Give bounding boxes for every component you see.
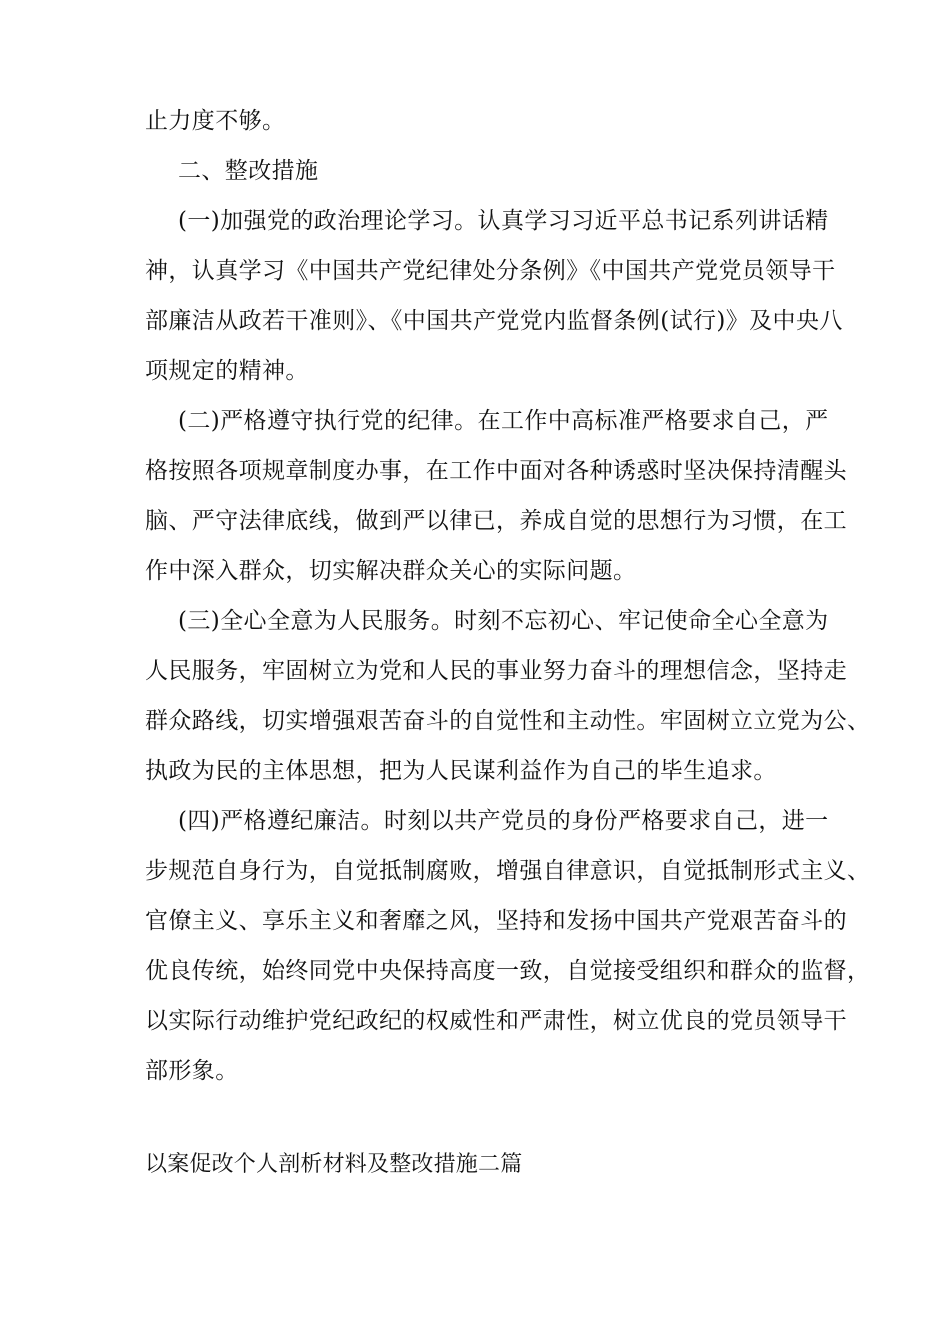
- paragraph-line: 脑、严守法律底线，做到严以律已，养成自觉的思想行为习惯，在工: [145, 508, 847, 534]
- paragraph-line: 步规范自身行为，自觉抵制腐败，增强自律意识，自觉抵制形式主义、: [145, 858, 871, 884]
- paragraph-line: (三)全心全意为人民服务。时刻不忘初心、牢记使命全心全意为: [178, 608, 829, 634]
- paragraph-line: 格按照各项规章制度办事，在工作中面对各种诱惑时坚决保持清醒头: [145, 458, 847, 484]
- paragraph-line: 项规定的精神。: [145, 358, 309, 384]
- paragraph-line: 以实际行动维护党纪政纪的权威性和严肃性，树立优良的党员领导干: [145, 1008, 847, 1034]
- next-document-title: 以案促改个人剖析材料及整改措施二篇: [145, 1152, 523, 1177]
- paragraph-line: 部廉洁从政若干准则》、《中国共产党党内监督条例(试行)》及中央八: [145, 308, 843, 334]
- paragraph-line: 部形象。: [145, 1058, 239, 1084]
- paragraph-line: 作中深入群众，切实解决群众关心的实际问题。: [145, 558, 637, 584]
- paragraph-line: 执政为民的主体思想，把为人民谋利益作为自己的毕生追求。: [145, 758, 777, 784]
- paragraph-line: 人民服务，牢固树立为党和人民的事业努力奋斗的理想信念，坚持走: [145, 658, 847, 684]
- paragraph-line: 神，认真学习《中国共产党纪律处分条例》《中国共产党党员领导干: [145, 258, 836, 284]
- paragraph-line: 优良传统，始终同党中央保持高度一致，自觉接受组织和群众的监督，: [145, 958, 871, 984]
- text-line: 止力度不够。: [145, 108, 286, 134]
- paragraph-line: 群众路线，切实增强艰苦奋斗的自觉性和主动性。牢固树立立党为公、: [145, 708, 871, 734]
- paragraph-line: (一)加强党的政治理论学习。认真学习习近平总书记系列讲话精: [178, 208, 829, 234]
- paragraph-line: (二)严格遵守执行党的纪律。在工作中高标准严格要求自己，严: [178, 408, 829, 434]
- paragraph-line: 官僚主义、享乐主义和奢靡之风，坚持和发扬中国共产党艰苦奋斗的: [145, 908, 847, 934]
- paragraph-line: (四)严格遵纪廉洁。时刻以共产党员的身份严格要求自己，进一: [178, 808, 829, 834]
- section-heading: 二、整改措施: [178, 158, 319, 184]
